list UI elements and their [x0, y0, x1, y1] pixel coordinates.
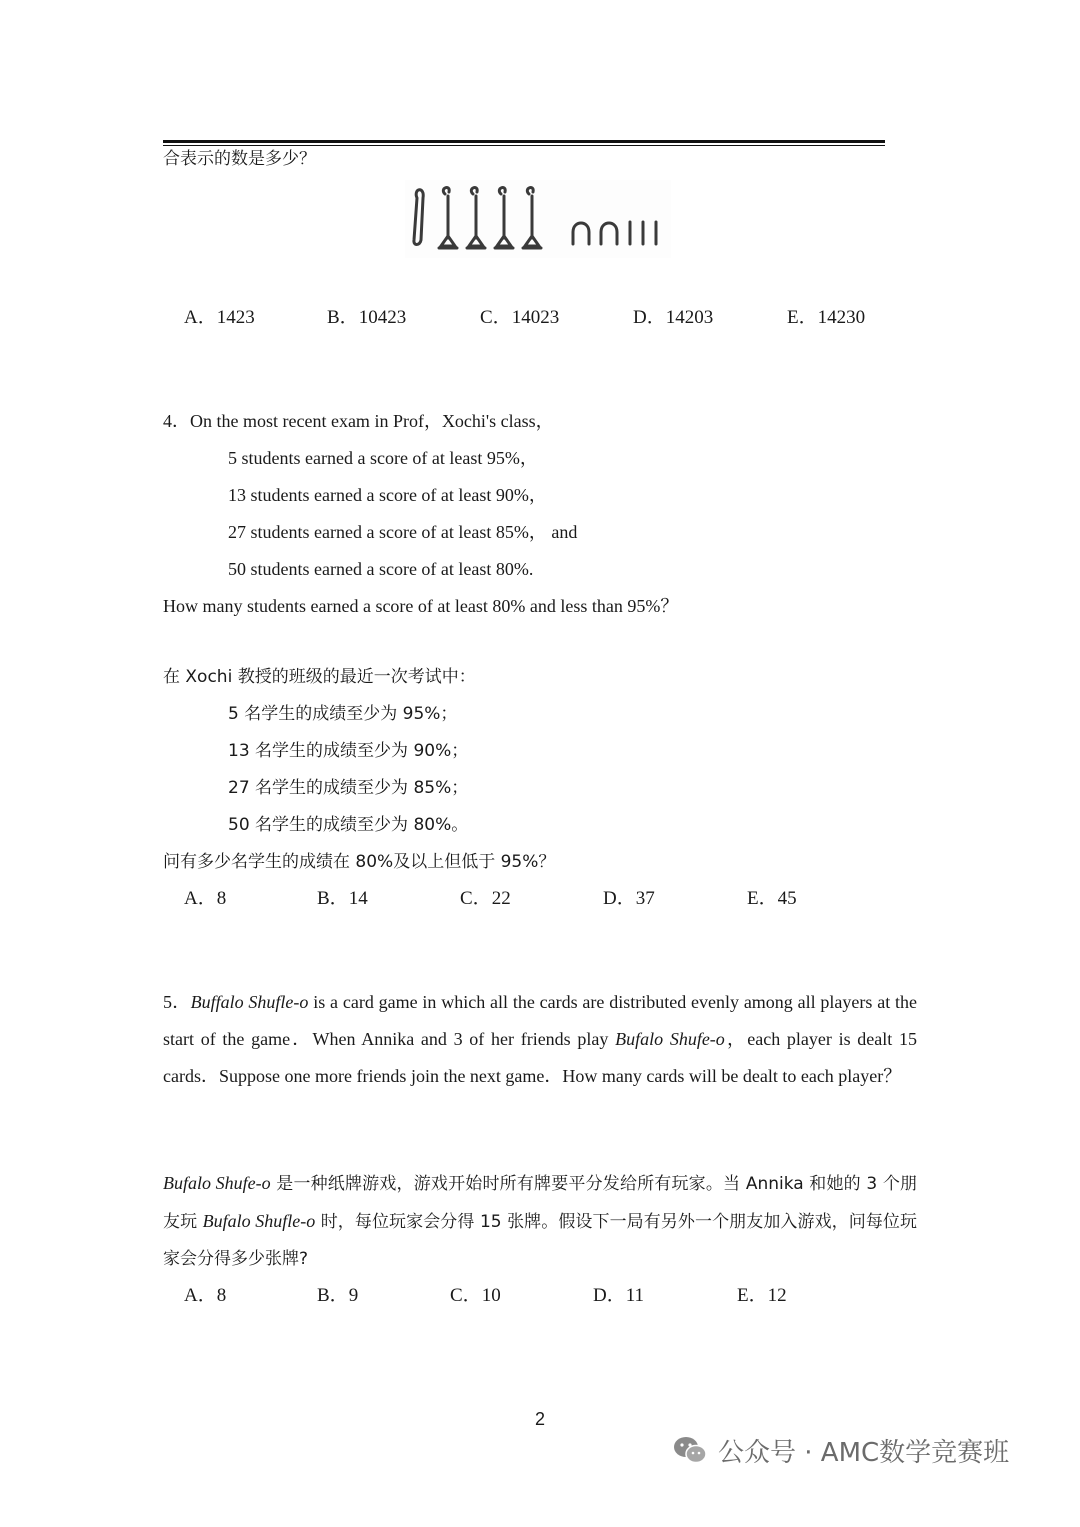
q5-question-en: 5．Buffalo Shufle-o is a card game in which all the cards are distributed evenly among all players at the start of the game．When Annika and 3 of her friends play Bufalo Shufe-o，each player is dealt 15 cards．Suppose one more friends join the next game．How many cards will be dealt to each player？	[163, 992, 918, 1086]
q5-question-cn: Bufalo Shufe-o 是一种纸牌游戏，游戏开始时所有牌要平分发给所有玩家。当 Annika 和她的 3 个朋友玩 Bufalo Shufle-o 时，每位玩家会分得 15 张牌。假设下一局有另外一个朋友加入游戏，问每位玩家会分得多少张牌?	[163, 1173, 918, 1269]
wechat-icon	[672, 1435, 708, 1465]
q4-item-cn-3: 27 名学生的成绩至少为 85%；	[228, 778, 469, 798]
q4-item-cn-1: 5 名学生的成绩至少为 95%；	[228, 704, 458, 724]
q5-option-b: B．9	[317, 1285, 359, 1306]
q5-option-a: A．8	[184, 1285, 227, 1306]
page-number: 2	[534, 1409, 545, 1429]
q4-item-cn-2: 13 名学生的成绩至少为 90%；	[228, 741, 469, 761]
q4-option-a: A．8	[184, 888, 227, 909]
q4-item-en-3: 27 students earned a score of at least 85%， and	[228, 522, 578, 542]
q4-option-b: B．14	[317, 888, 368, 909]
q4-intro-en: 4．On the most recent exam in Prof，Xochi's class，	[163, 411, 554, 431]
header-rule-thin	[163, 145, 885, 146]
q5-option-e: E．12	[737, 1285, 787, 1306]
q3-option-b: B．10423	[327, 307, 407, 328]
q4-question-en: How many students earned a score of at least 80% and less than 95%？	[163, 596, 679, 616]
q4-question-cn: 问有多少名学生的成绩在 80%及以上但低于 95%？	[163, 852, 556, 872]
q3-question-tail: 合表示的数是多少？	[163, 149, 316, 169]
q4-item-en-1: 5 students earned a score of at least 95%，	[228, 448, 538, 468]
q3-option-a: A．1423	[184, 307, 255, 328]
q4-intro-cn: 在 Xochi 教授的班级的最近一次考试中：	[163, 667, 476, 687]
q5-option-d: D．11	[593, 1285, 645, 1306]
q3-option-c: C．14023	[480, 307, 560, 328]
q4-option-d: D．37	[603, 888, 655, 909]
q4-item-en-2: 13 students earned a score of at least 90%，	[228, 485, 547, 505]
q3-option-d: D．14203	[633, 307, 714, 328]
q3-option-e: E．14230	[787, 307, 866, 328]
egyptian-numeral-figure	[405, 180, 671, 258]
watermark	[672, 1430, 1009, 1470]
hieroglyph-image	[405, 180, 671, 258]
watermark-text: 公众号 · AMC数学竞赛班	[718, 1437, 1010, 1468]
q4-option-c: C．22	[460, 888, 511, 909]
header-rule-thick	[163, 140, 885, 143]
q4-option-e: E．45	[747, 888, 797, 909]
q5-option-c: C．10	[450, 1285, 501, 1306]
q4-item-cn-4: 50 名学生的成绩至少为 80%。	[228, 815, 469, 835]
q4-item-en-4: 50 students earned a score of at least 80%.	[228, 559, 534, 579]
